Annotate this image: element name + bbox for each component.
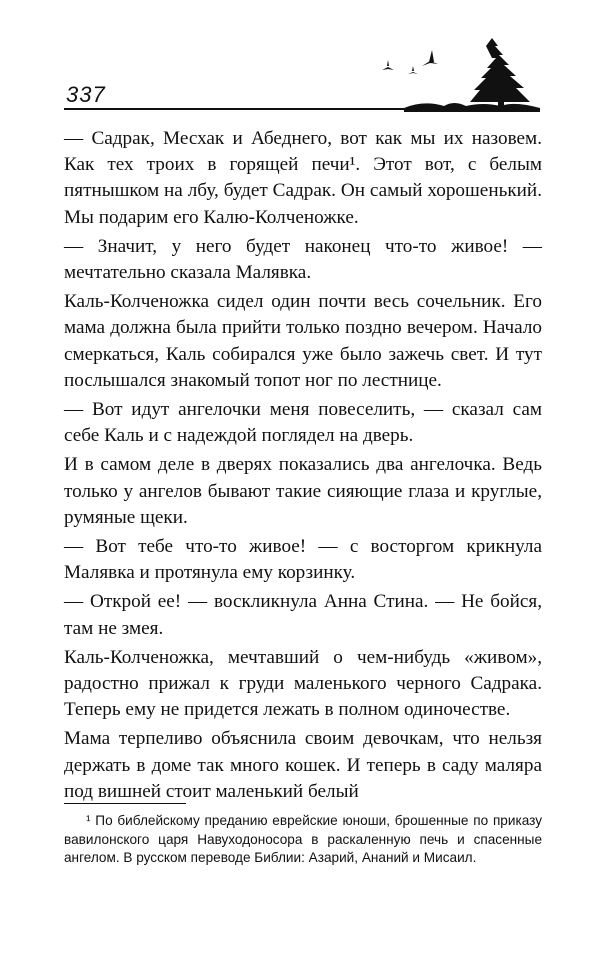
paragraph: И в самом деле в дверях показались два ангелочка. Ведь только у ангелов бывают такие сияющие глаза и круглые, румяные щеки. — [64, 454, 542, 528]
paragraph: — Садрак, Месхак и Абеднего, вот как мы их назовем. Как тех троих в горящей печи¹. Этот вот, с белым пятнышком на лбу, будет Садрак. Он самый хорошенький. Мы подарим его Калю-Колченожке. — [64, 128, 542, 228]
footnote-rule — [64, 803, 186, 804]
paragraph: Мама терпеливо объяснила своим девочкам, что нельзя держать в доме так много кошек. И теперь в саду маляра под вишней стоит маленький белый — [64, 728, 542, 802]
body-text — [64, 126, 542, 805]
paragraph: — Вот идут ангелочки меня повеселить, — сказал сам себе Каль и с надеждой поглядел на дверь. — [64, 399, 542, 447]
bird-icon — [382, 60, 394, 70]
paragraph: — Значит, у него будет наконец что-то живое! — мечтательно сказала Малявка. — [64, 235, 542, 284]
paragraph: Каль-Колченожка сидел один почти весь сочельник. Его мама должна была прийти только поздно вечером. Начало смеркаться, Каль собирался уже было зажечь свет. И тут послышался знакомый топот ног по лестнице. — [64, 291, 542, 391]
tree-icon — [470, 38, 530, 102]
bird-icon — [422, 50, 438, 66]
paragraph: Каль-Колченожка, мечтавший о чем-нибудь «живом», радостно прижал к груди маленького черного Садрака. Теперь ему не придется лежать в полном одиночестве. — [64, 646, 542, 721]
footnotes — [64, 812, 542, 868]
header-rule — [64, 108, 540, 110]
paragraph: — Вот тебе что-то живое! — с восторгом крикнула Малявка и протянула ему корзинку. — [64, 536, 542, 584]
bird-icon — [408, 66, 418, 74]
page-number: 337 — [66, 82, 106, 107]
footnote: ¹ По библейскому преданию еврейские юноши, брошенные по приказу вавилонского царя Навуходоносора в раскаленную печь и спасенные ангелом. В русском переводе Библии: Азарий, Ананий и Мисаил. — [64, 813, 542, 865]
header-ornament-illustration — [374, 36, 544, 112]
paragraph: — Открой ее! — воскликнула Анна Стина. — Не бойся, там не змея. — [64, 591, 542, 639]
